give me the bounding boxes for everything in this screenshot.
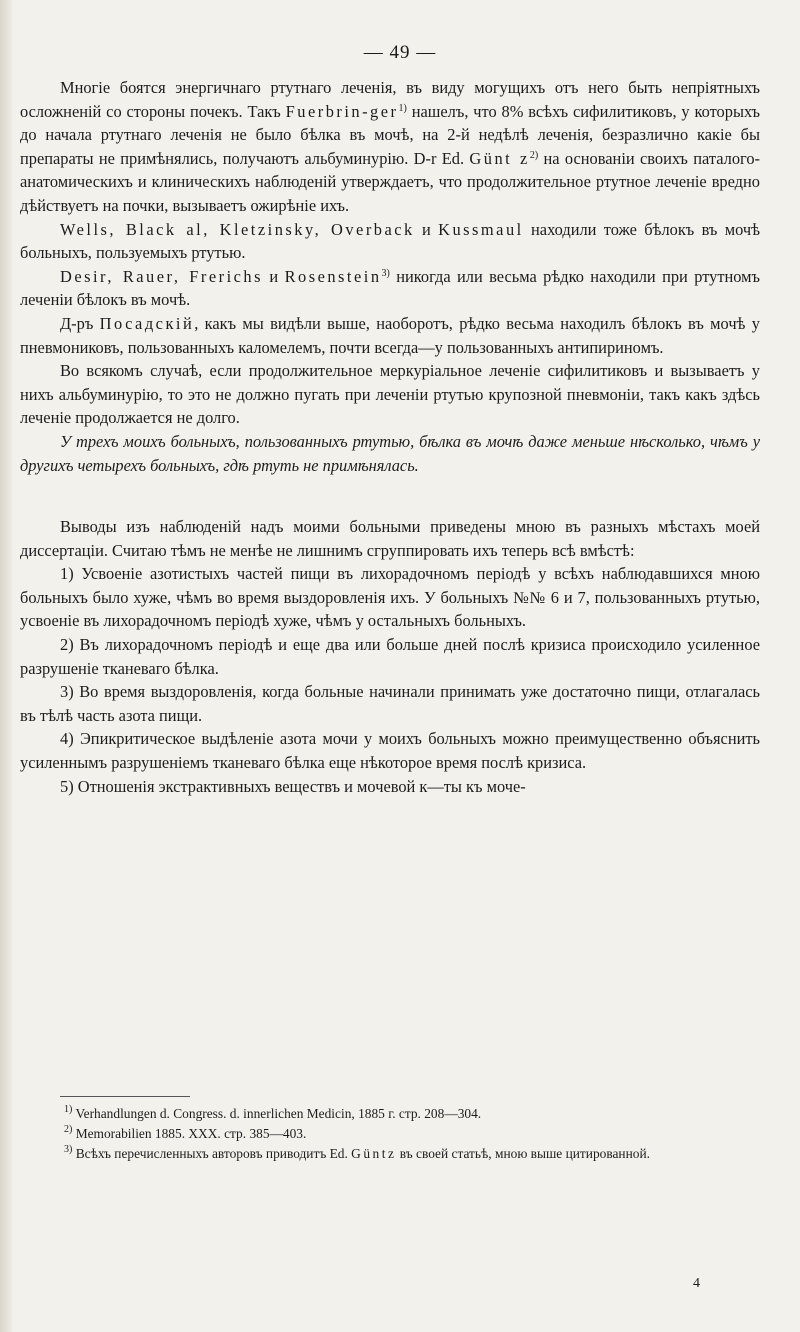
footnote-ref: 1) [398, 102, 407, 114]
footnote-text: Всѣхъ перечисленныхъ авторовъ приводитъ Ed. [75, 1146, 352, 1161]
text-run: нашелъ, что 8% всѣхъ сифилитиковъ, у которыхъ до начала ртутнаго леченія не было бѣлка въ мочѣ, на 2-й недѣлѣ леченія, безразлично какіе бы препараты не примѣнялись, получаютъ альбуминурію. D-r Ed. [20, 101, 760, 168]
author-names: Wells, Black al, Kletzinsky, Overback [60, 219, 415, 239]
text-run: и [263, 266, 285, 286]
text-run: находили тоже бѣлокъ въ мочѣ больныхъ, пользуемыхъ ртутью. [20, 219, 760, 263]
conclusion-item-5: 5) Отношенія экстрактивныхъ веществъ и мочевой к—ты къ моче- [60, 776, 526, 796]
footnote-ref: 2) [529, 149, 539, 161]
footnote-1 [20, 1104, 760, 1124]
paragraph-3 [20, 265, 760, 312]
footnote-ref: 3) [381, 267, 390, 279]
author-name: Rosenstein [284, 266, 382, 286]
footnote-mark: 3) [64, 1144, 73, 1155]
footnote-2 [20, 1124, 760, 1144]
author-name: Kussmaul [438, 219, 524, 239]
text-run: Многіе боятся энергичнаго ртутнаго леченія, въ виду могущихъ отъ него быть непріятныхъ осложненій со стороны почекъ. Такъ [20, 78, 760, 121]
paragraph-2 [20, 218, 760, 265]
author-name: Günt z [469, 148, 530, 168]
paragraph-7: Выводы изъ наблюденій надъ моими больными приведены мною въ разныхъ мѣстахъ моей диссертаціи. Считаю тѣмъ не менѣе не лишнимъ сгруппировать ихъ теперь всѣ вмѣстѣ: [20, 517, 760, 560]
conclusion-item-1: 1) Усвоеніе азотистыхъ частей пищи въ лихорадочномъ періодѣ у всѣхъ наблюдавшихся мною больныхъ было хуже, чѣмъ во время выздоровленія ихъ. У больныхъ №№ 6 и 7, пользованныхъ ртутью, усвоеніе въ лихорадочномъ періодѣ хуже, чѣмъ у остальныхъ больныхъ. [20, 564, 760, 631]
footnote-mark: 1) [64, 1104, 73, 1115]
paragraph-4 [20, 312, 760, 359]
conclusion-item-4: 4) Эпикритическое выдѣленіе азота мочи у моихъ больныхъ можно преимущественно объяснить усиленнымъ разрушеніемъ тканеваго бѣлка еще нѣкоторое время послѣ кризиса. [20, 729, 760, 773]
book-binding-edge [0, 0, 12, 1332]
printer-signature-mark: 4 [693, 1276, 700, 1291]
conclusion-item-3: 3) Во время выздоровленія, когда больные начинали принимать уже достаточно пищи, отлагалась въ тѣлѣ часть азота пищи. [20, 682, 760, 725]
body-text [20, 76, 760, 798]
author-names: Desir, Rauer, Frerichs [60, 266, 264, 286]
paragraph-5: Во всякомъ случаѣ, если продолжительное меркуріальное леченіе сифилитиковъ и вызываетъ у нихъ альбуминурію, то это не должно пугать при леченіи ртутью крупозной пневмоніи, такъ какъ здѣсь леченіе продолжается не долго. [20, 361, 760, 428]
author-name: Посадскій [99, 313, 195, 333]
footnote-mark: 2) [64, 1124, 73, 1135]
section-gap [20, 477, 760, 515]
text-run: Д-ръ [60, 313, 100, 333]
text-run: на основаніи своихъ паталого-анатомическихъ и клиническихъ наблюденій утверждаетъ, что продолжительное ртутное леченіе вредно дѣйствуетъ на почки, вызываетъ ожирѣніе ихъ. [20, 148, 760, 215]
text-run: никогда или весьма рѣдко находили при ртутномъ леченіи бѣлокъ въ мочѣ. [20, 266, 761, 310]
paragraph-6-italic: У трехъ моихъ больныхъ, пользованныхъ ртутью, бѣлка въ мочѣ даже меньше нѣсколько, чѣмъ у другихъ четырехъ больныхъ, гдѣ ртуть не примѣнялась. [20, 431, 760, 475]
author-name: Fuerbrin-ger [285, 101, 399, 121]
footnote-text: въ своей статьѣ, мною выше цитированной. [396, 1146, 650, 1161]
paragraph-1 [20, 76, 760, 218]
footnote-text: Verhandlungen d. Congress. d. innerlichen Medicin, 1885 г. стр. 208—304. [75, 1106, 482, 1121]
conclusion-item-2: 2) Въ лихорадочномъ періодѣ и еще два или больше дней послѣ кризиса происходило усиленное разрушеніе тканеваго бѣлка. [20, 635, 760, 678]
text-run: , какъ мы видѣли выше, наоборотъ, рѣдко весьма находилъ бѣлокъ въ мочѣ у пневмониковъ, пользованныхъ каломелемъ, почти всегда—у пользованныхъ антипириномъ. [20, 313, 760, 357]
footnote-3 [20, 1144, 760, 1164]
footnotes [20, 1104, 760, 1164]
text-run: и [414, 219, 439, 239]
footnote-separator [60, 1096, 190, 1097]
page-number: — 49 — [363, 42, 437, 63]
footnote-text: Memorabilien 1885. XXX. стр. 385—403. [75, 1126, 307, 1141]
author-name: Güntz [351, 1146, 397, 1161]
